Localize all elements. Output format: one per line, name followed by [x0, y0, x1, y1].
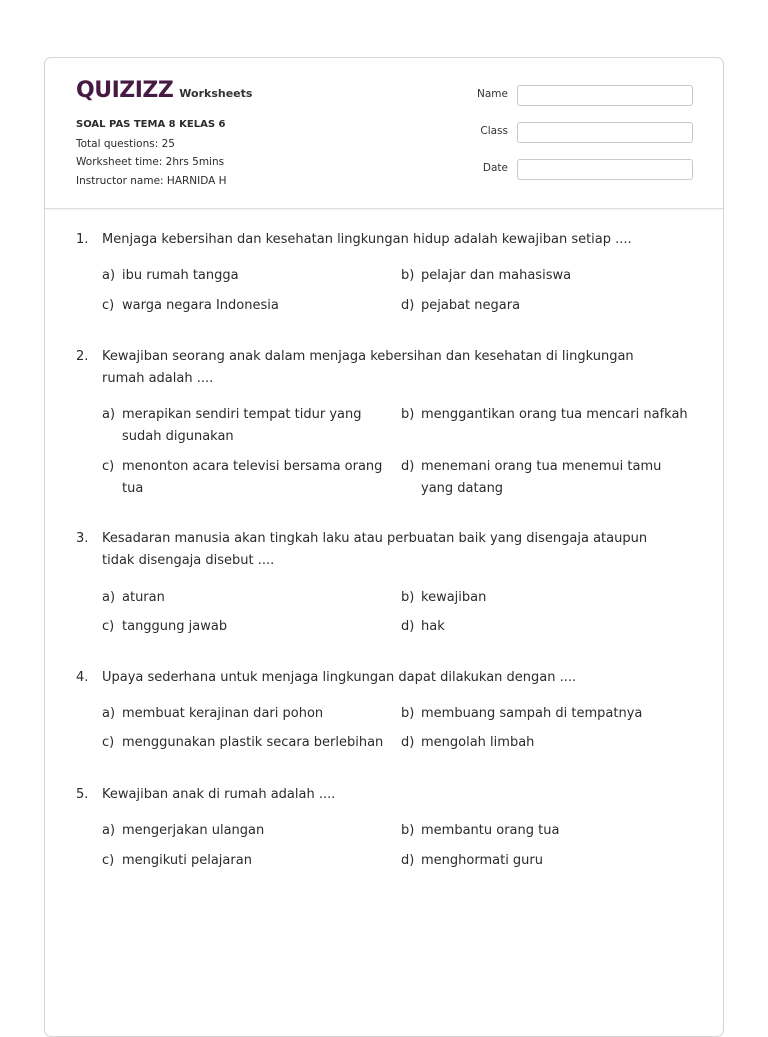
option-a[interactable]	[102, 265, 392, 287]
option-b[interactable]	[401, 587, 691, 609]
date-label: Date	[482, 162, 508, 174]
option-text: menghormati guru	[421, 853, 544, 868]
option-c[interactable]	[102, 616, 392, 638]
option-text: ibu rumah tangga	[122, 268, 239, 283]
option-text: membuat kerajinan dari pohon	[122, 706, 324, 721]
option-text: mengerjakan ulangan	[122, 823, 265, 838]
instructor-name: Instructor name: HARNIDA H	[76, 174, 227, 187]
question-text: Kewajiban anak di rumah adalah ....	[102, 787, 336, 802]
option-text: menggantikan orang tua mencari nafkah	[421, 407, 688, 422]
option-letter: a)	[102, 407, 116, 422]
option-d[interactable]	[401, 295, 691, 317]
question-text: Upaya sederhana untuk menjaga lingkungan dapat dilakukan dengan ....	[102, 670, 577, 685]
option-letter: c)	[102, 459, 115, 474]
option-letter: b)	[401, 590, 415, 605]
option-a[interactable]	[102, 703, 394, 725]
option-c[interactable]	[102, 732, 394, 754]
option-a[interactable]	[102, 404, 394, 448]
option-c[interactable]	[102, 456, 394, 500]
option-text: menonton acara televisi bersama orang tua	[122, 459, 383, 496]
option-letter: c)	[102, 298, 115, 313]
option-text: mengolah limbah	[421, 735, 535, 750]
worksheet-time: Worksheet time: 2hrs 5mins	[76, 156, 225, 168]
option-text: tanggung jawab	[122, 619, 228, 634]
option-letter: b)	[401, 407, 415, 422]
option-a[interactable]	[102, 587, 392, 609]
option-letter: d)	[401, 298, 415, 313]
question-text: Kewajiban seorang anak dalam menjaga kebersihan dan kesehatan di lingkungan rumah adalah ....	[102, 349, 634, 386]
question-text: Kesadaran manusia akan tingkah laku atau perbuatan baik yang disengaja ataupun tidak disengaja disebut ....	[102, 531, 648, 568]
worksheet-header	[45, 58, 723, 209]
option-b[interactable]	[401, 265, 691, 287]
option-letter: b)	[401, 706, 415, 721]
option-text: menggunakan plastik secara berlebihan	[122, 735, 384, 750]
option-c[interactable]	[102, 850, 392, 872]
question-number: 5.	[76, 787, 89, 802]
option-letter: b)	[401, 823, 415, 838]
option-letter: c)	[102, 853, 115, 868]
option-text: pejabat negara	[421, 298, 521, 313]
option-letter: a)	[102, 706, 116, 721]
logo-wordmark: QUIZIZZ	[76, 78, 174, 103]
class-field[interactable]	[517, 122, 693, 143]
option-text: warga negara Indonesia	[122, 298, 279, 313]
option-d[interactable]	[401, 616, 691, 638]
option-text: pelajar dan mahasiswa	[421, 268, 572, 283]
option-text: membuang sampah di tempatnya	[421, 706, 643, 721]
option-text: mengikuti pelajaran	[122, 853, 252, 868]
option-letter: b)	[401, 268, 415, 283]
quizizz-logo	[76, 78, 252, 103]
option-text: membantu orang tua	[421, 823, 560, 838]
name-label: Name	[477, 88, 508, 100]
total-questions: Total questions: 25	[76, 137, 175, 150]
option-a[interactable]	[102, 820, 392, 842]
question-number: 1.	[76, 232, 89, 247]
option-letter: c)	[102, 619, 115, 634]
option-text: aturan	[122, 590, 165, 605]
option-letter: d)	[401, 853, 415, 868]
date-field[interactable]	[517, 159, 693, 180]
option-b[interactable]	[401, 820, 691, 842]
option-text: hak	[421, 619, 445, 634]
option-letter: c)	[102, 735, 115, 750]
option-letter: d)	[401, 735, 415, 750]
option-d[interactable]	[401, 850, 691, 872]
name-field[interactable]	[517, 85, 693, 106]
option-letter: a)	[102, 268, 116, 283]
worksheet-title: SOAL PAS TEMA 8 KELAS 6	[76, 119, 226, 130]
option-letter: d)	[401, 459, 415, 474]
question-number: 2.	[76, 349, 89, 364]
option-c[interactable]	[102, 295, 392, 317]
question-text: Menjaga kebersihan dan kesehatan lingkungan hidup adalah kewajiban setiap ....	[102, 232, 632, 247]
option-b[interactable]	[401, 404, 693, 426]
option-letter: a)	[102, 823, 116, 838]
option-text: kewajiban	[421, 590, 487, 605]
worksheet-page	[44, 57, 724, 1037]
question-number: 3.	[76, 531, 89, 546]
option-text: merapikan sendiri tempat tidur yang sudah digunakan	[122, 407, 362, 444]
option-letter: d)	[401, 619, 415, 634]
worksheet-meta	[76, 116, 227, 190]
option-d[interactable]	[401, 456, 693, 500]
option-b[interactable]	[401, 703, 693, 725]
option-text: menemani orang tua menemui tamu yang datang	[421, 459, 662, 496]
logo-subtitle: Worksheets	[179, 87, 253, 100]
option-letter: a)	[102, 590, 116, 605]
option-d[interactable]	[401, 732, 693, 754]
question-number: 4.	[76, 670, 89, 685]
class-label: Class	[480, 125, 508, 137]
